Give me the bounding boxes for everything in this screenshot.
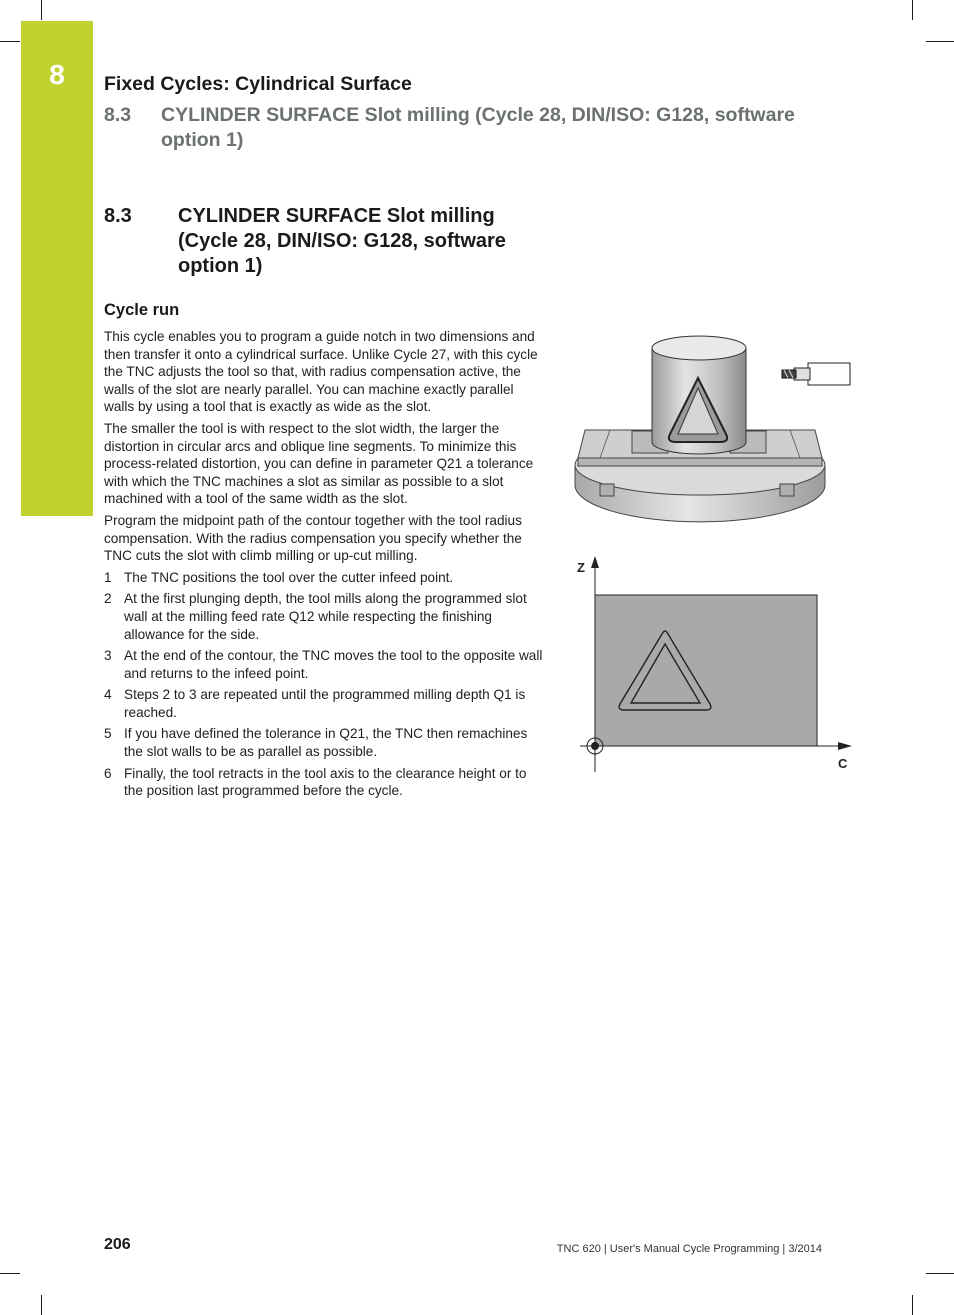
step-number: 3	[104, 648, 112, 664]
paragraph: Program the midpoint path of the contour together with the tool radius compensation. With the radius compensation you specify whether the TNC cuts the slot with climb milling or up-cut milling.	[104, 512, 522, 564]
step-number: 1	[104, 569, 112, 585]
origin-dot	[591, 742, 599, 750]
chapter-tab	[21, 21, 93, 516]
chapter-title: Fixed Cycles: Cylindrical Surface	[104, 73, 412, 95]
cylinder-surface-rect	[595, 595, 817, 746]
c-axis-label: C	[838, 756, 848, 771]
step-number: 2	[104, 591, 112, 607]
body-text	[104, 328, 544, 804]
step-list	[104, 569, 544, 800]
running-header-section-number: 8.3	[104, 104, 132, 126]
crop-mark	[912, 1295, 913, 1315]
step-text: At the first plunging depth, the tool mills along the programmed slot wall at the milling feed rate Q12 while respecting the finishing allowance for the side.	[124, 591, 527, 642]
z-axis-arrow	[591, 556, 599, 568]
crop-mark	[926, 1273, 954, 1274]
list-item	[104, 590, 544, 643]
footer-info: TNC 620 | User's Manual Cycle Programming | 3/2014	[556, 1243, 822, 1255]
list-item	[104, 569, 544, 587]
c-axis-arrow	[838, 742, 852, 750]
surface-diagram-drawing	[570, 552, 860, 777]
paragraph: This cycle enables you to program a guide notch in two dimensions and then transfer it onto a cylindrical surface. Unlike Cycle 27, with this cycle the TNC adjusts the tool so that, with radius compensation active, the walls of the slot are nearly parallel. You can machine exactly parallel walls by using a tool that is exactly as wide as the slot.	[104, 329, 538, 415]
list-item	[104, 647, 544, 682]
step-text: Steps 2 to 3 are repeated until the programmed milling depth Q1 is reached.	[124, 687, 526, 720]
crop-mark	[912, 0, 913, 20]
step-text: If you have defined the tolerance in Q21, the TNC then remachines the slot walls to be as parallel as possible.	[124, 726, 528, 760]
step-number: 6	[104, 765, 112, 781]
step-text: Finally, the tool retracts in the tool axis to the clearance height or to the position last programmed before the cycle.	[124, 765, 527, 799]
list-item	[104, 686, 544, 721]
z-axis-label: Z	[577, 560, 585, 575]
section-number: 8.3	[104, 205, 132, 227]
crop-mark	[41, 1295, 42, 1315]
cylinder-drawing	[570, 330, 860, 530]
step-text: The TNC positions the tool over the cutter infeed point.	[124, 569, 454, 585]
paragraph: The smaller the tool is with respect to the slot width, the larger the distortion in circular arcs and oblique line segments. To minimize this process-related distortion, you can define in parameter Q21 a tolerance with which the TNC machines a slot as similar as possible to a slot machined with a tool of the same width as the slot.	[104, 420, 534, 507]
page-number: 206	[104, 1236, 131, 1253]
crop-mark	[41, 0, 42, 20]
chapter-number: 8	[49, 59, 65, 90]
subsection-title: Cycle run	[104, 301, 180, 319]
surface-diagram	[570, 552, 860, 782]
crop-mark	[926, 41, 954, 42]
list-item	[104, 765, 544, 800]
list-item	[104, 725, 544, 760]
running-header-section-title: CYLINDER SURFACE Slot milling (Cycle 28, DIN/ISO: G128, software option 1)	[161, 104, 795, 151]
cylinder-illustration	[570, 330, 860, 535]
section-title: CYLINDER SURFACE Slot milling (Cycle 28, DIN/ISO: G128, software option 1)	[178, 205, 506, 277]
crop-mark	[0, 41, 20, 42]
step-number: 4	[104, 687, 112, 703]
step-text: At the end of the contour, the TNC moves the tool to the opposite wall and returns to the infeed point.	[124, 648, 543, 681]
crop-mark	[0, 1273, 20, 1274]
step-number: 5	[104, 726, 112, 742]
